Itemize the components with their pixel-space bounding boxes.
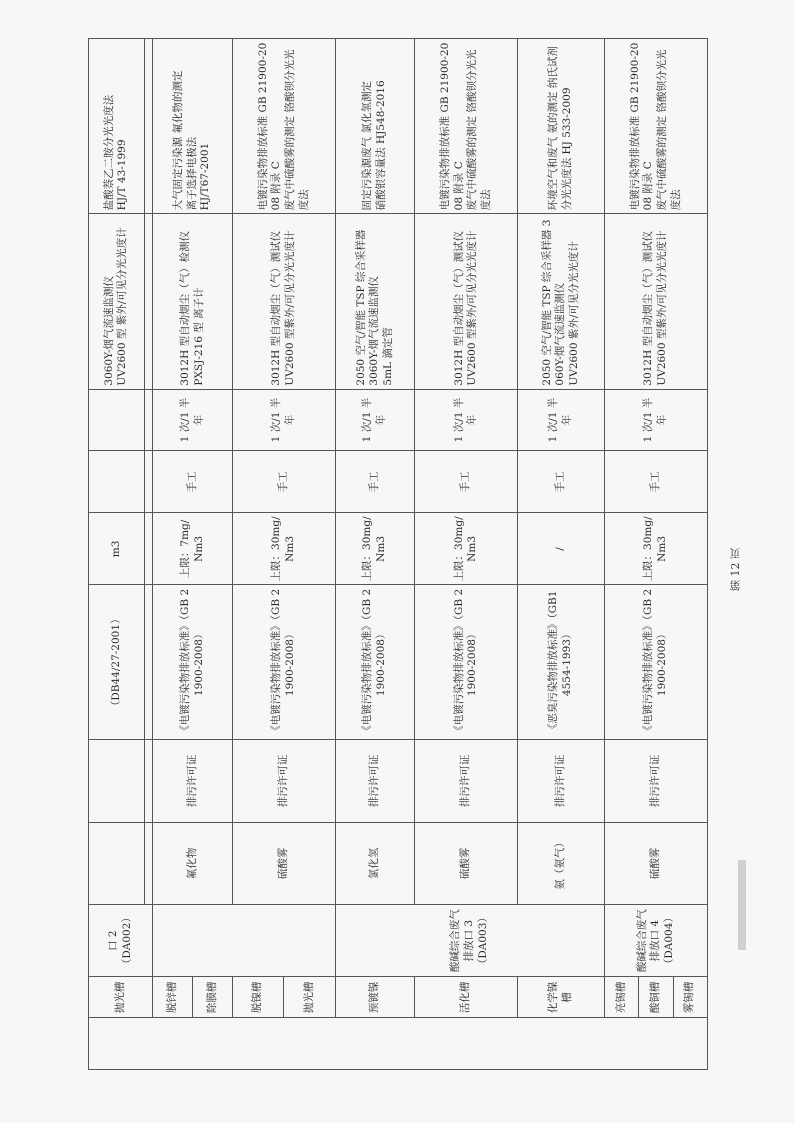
basis-cell: 排污许可证 xyxy=(232,740,335,822)
frequency-cell: 1 次/1 半年 xyxy=(335,389,414,451)
instrument-cell: 3060Y-烟气流速监测仪 UV2600 型 紫外/可见分光光度计 xyxy=(89,214,145,389)
limit-cell: m3 xyxy=(89,513,145,585)
method-cell: 手工 xyxy=(335,451,414,513)
frequency-cell: 1 次/1 半年 xyxy=(232,389,335,451)
analysis-cell: 大气固定污染源 氟化物的测定 离子选择电极法 HJ/T67-2001 xyxy=(153,39,232,214)
process-cell: 脱镍槽 xyxy=(232,977,284,1018)
process-cell: 预镀镍 xyxy=(335,977,414,1018)
method-cell: 手工 xyxy=(518,451,605,513)
table-row xyxy=(335,39,414,1070)
process-cell: 抛光槽 xyxy=(284,977,336,1018)
standard-cell: 《电镀污染物排放标准》（GB 21900-2008） xyxy=(232,585,335,740)
outlet-cell: 酸碱综合废气排放口 3 （DA003） xyxy=(335,905,604,977)
monitoring-table xyxy=(88,38,708,1070)
blank-cell xyxy=(144,389,153,451)
basis-cell: 排污许可证 xyxy=(604,740,707,822)
method-cell: 手工 xyxy=(232,451,335,513)
blank-cell xyxy=(144,214,153,389)
blank-cell xyxy=(144,39,153,214)
process-cell: 雾锡槽 xyxy=(673,977,707,1018)
limit-cell: 上限：30mg/Nm3 xyxy=(232,513,335,585)
limit-cell: 上限：30mg/Nm3 xyxy=(604,513,707,585)
basis-cell xyxy=(89,740,145,822)
basis-cell: 排污许可证 xyxy=(415,740,518,822)
blank-cell xyxy=(144,585,153,740)
analysis-cell: 环境空气和废气 氨的测定 纳氏试剂分光光度法 HJ 533-2009 xyxy=(518,39,605,214)
process-cell: 脱锌槽 xyxy=(153,977,193,1018)
process-cell: 化学镍槽 xyxy=(518,977,605,1018)
instrument-cell: 3012H 型自动烟尘（气）检测仪 PXSJ-216 型 离子计 xyxy=(153,214,232,389)
method-cell: 手工 xyxy=(415,451,518,513)
process-cell: 除膜槽 xyxy=(193,977,233,1018)
frequency-cell: 1 次/1 半年 xyxy=(604,389,707,451)
analysis-cell: 电镀污染物排放标准 GB 21900-2008 附录 C 废气中硫酸雾的测定 铬酸钡分光光度法 xyxy=(415,39,518,214)
standard-cell: 《电镀污染物排放标准》（GB 21900-2008） xyxy=(335,585,414,740)
pollutant-cell: 硫酸雾 xyxy=(604,822,707,904)
analysis-cell: 盐酸萘乙二胺分光光度法 HJ/T 43-1999 xyxy=(89,39,145,214)
table-row xyxy=(89,39,145,1070)
basis-cell: 排污许可证 xyxy=(518,740,605,822)
scan-smudge xyxy=(738,860,746,950)
table-row xyxy=(604,39,638,1070)
frequency-cell: 1 次/1 半年 xyxy=(153,389,232,451)
blank-cell xyxy=(144,451,153,513)
standard-cell: 《电镀污染物排放标准》（GB 21900-2008） xyxy=(604,585,707,740)
pollutant-cell: 氟化物 xyxy=(153,822,232,904)
standard-cell: （DB44/27-2001） xyxy=(89,585,145,740)
instrument-cell: 2050 空气/智能 TSP 综合采样器 3060Y-烟气流速监测仪 5mL 滴定管 xyxy=(335,214,414,389)
limit-cell: 上限：30mg/Nm3 xyxy=(335,513,414,585)
standard-cell: 《恶臭污染物排放标准》（GB14554-1993） xyxy=(518,585,605,740)
analysis-cell: 固定污染源废气 氯化氢测定 硝酸银容量法 HJ548-2016 xyxy=(335,39,414,214)
standard-cell: 《电镀污染物排放标准》（GB 21900-2008） xyxy=(153,585,232,740)
method-cell xyxy=(89,451,145,513)
process-cell: 抛光槽 xyxy=(89,977,153,1018)
analysis-cell: 电镀污染物排放标准 GB 21900-2008 附录 C 废气中硫酸雾的测定 铬酸钡分光光度法 xyxy=(604,39,707,214)
blank-cell xyxy=(144,740,153,822)
frequency-cell: 1 次/1 半年 xyxy=(415,389,518,451)
method-cell: 手工 xyxy=(153,451,232,513)
frequency-cell xyxy=(89,389,145,451)
outlet-cell xyxy=(153,905,335,977)
standard-cell: 《电镀污染物排放标准》（GB 21900-2008） xyxy=(415,585,518,740)
rotated-table-wrapper xyxy=(88,38,708,1070)
limit-cell: 上限：7mg/Nm3 xyxy=(153,513,232,585)
instrument-cell: 3012H 型自动烟尘（气）测试仪 UV2600 型紫外/可见分光光度计 xyxy=(604,214,707,389)
analysis-cell: 电镀污染物排放标准 GB 21900-2008 附录 C 废气中硫酸雾的测定 铬酸钡分光光度法 xyxy=(232,39,335,214)
blank-cell xyxy=(89,1018,708,1070)
process-cell: 酸铜槽 xyxy=(639,977,673,1018)
page-number: 第 12 页 xyxy=(729,548,742,591)
instrument-cell: 2050 空气/智能 TSP 综合采样器 3060Y-烟气流速监测仪 UV2600 紫外/可见分光光度计 xyxy=(518,214,605,389)
process-cell: 亮锡槽 xyxy=(604,977,638,1018)
method-cell: 手工 xyxy=(604,451,707,513)
blank-cell xyxy=(144,513,153,585)
frequency-cell: 1 次/1 半年 xyxy=(518,389,605,451)
limit-cell: 上限：30mg/Nm3 xyxy=(415,513,518,585)
blank-cell xyxy=(144,822,153,904)
instrument-cell: 3012H 型自动烟尘（气）测试仪 UV2600 型紫外/可见分光光度计 xyxy=(415,214,518,389)
basis-cell: 排污许可证 xyxy=(335,740,414,822)
pollutant-cell: 氯化氢 xyxy=(335,822,414,904)
basis-cell: 排污许可证 xyxy=(153,740,232,822)
pollutant-cell: 硫酸雾 xyxy=(415,822,518,904)
pollutant-cell xyxy=(89,822,145,904)
table-row xyxy=(153,39,193,1070)
limit-cell: / xyxy=(518,513,605,585)
outlet-cell: 口 2 （DA002） xyxy=(89,905,153,977)
pollutant-cell: 氨（氨气） xyxy=(518,822,605,904)
pollutant-cell: 硫酸雾 xyxy=(232,822,335,904)
outlet-cell: 酸碱综合废气排放口 4 （DA004） xyxy=(604,905,707,977)
instrument-cell: 3012H 型自动烟尘（气）测试仪 UV2600 型紫外/可见分光光度计 xyxy=(232,214,335,389)
process-cell: 活化槽 xyxy=(415,977,518,1018)
